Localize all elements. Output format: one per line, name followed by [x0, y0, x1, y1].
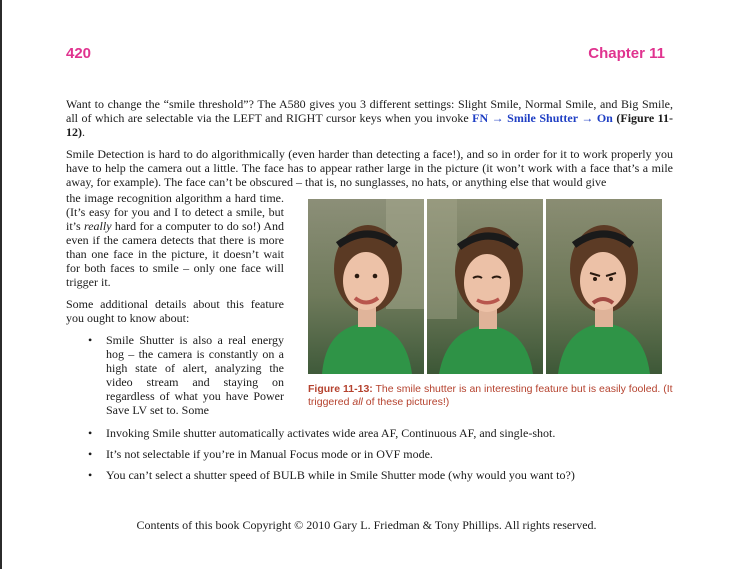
photo-smile-2 [427, 199, 543, 374]
figure-caption [308, 383, 673, 409]
paragraph-smile-detection: Smile Detection is hard to do algorithmically (even harder than detecting a face!), and so in order for it to work properly you have to help the camera out a little. The face has to appear rather large in the picture (it won’t work with a face that’s a mile away, for example). The face can’t be obscured – that is, no sunglasses, no hats, or anything else that would give [66, 147, 673, 189]
copyright-footer: Contents of this book Copyright © 2010 Gary L. Friedman & Tony Phillips. All rights reserved. [136, 518, 597, 532]
paragraph-text: the image recognition algorithm a hard time. (It’s easy for you and I to detect a smile, but it’s [66, 191, 284, 233]
caption-text: of these pictures!) [362, 396, 450, 408]
photo-smile-3 [546, 199, 662, 374]
wrapped-text-column [66, 191, 284, 417]
paragraph-text: hard for a computer to do so!) And even if the camera detects that there is more than one face in the picture, it doesn’t wait for both faces to smile – only one face will trigger it. [66, 219, 284, 289]
bullet-item: • Invoking Smile shutter automatically activates wide area AF, Continuous AF, and single-shot. [66, 426, 673, 440]
paragraph-smile-threshold [66, 97, 673, 139]
paragraph-additional-details: Some additional details about this feature you ought to know about: [66, 297, 284, 325]
page-left-border [0, 0, 2, 569]
figure-label: Figure 11-13: [308, 383, 373, 395]
bullet-item: • It’s not selectable if you’re in Manual Focus mode or in OVF mode. [66, 447, 673, 461]
paragraph-recognition [66, 191, 284, 289]
bullet-item: • Smile Shutter is also a real energy hog – the camera is constantly on a high state of alert, analyzing the video stream and staying on regardless of what you have Power Save LV set to. Some [66, 333, 284, 417]
emphasis-text: really [83, 219, 112, 233]
bullet-item: • You can’t select a shutter speed of BULB while in Smile Shutter mode (why would you want to?) [66, 468, 673, 482]
menu-path: FN → Smile Shutter → On [472, 111, 613, 125]
chapter-title: Chapter 11 [588, 45, 665, 62]
figure-reference: (Figure 11-12) [66, 111, 673, 139]
photo-smile-1 [308, 199, 424, 374]
smile-photo-strip [308, 199, 662, 374]
caption-text: The smile shutter is an interesting feature but is easily fooled. (It triggered [308, 383, 673, 408]
paragraph-text: Want to change the “smile threshold”? The A580 gives you 3 different settings: Slight Smile, Normal Smile, and Big Smile, all of which are selectable via the LEFT and RIGHT cursor keys when you invoke [66, 97, 673, 125]
paragraph-end: . [82, 125, 85, 139]
bullet-list-full [66, 426, 673, 489]
page-number: 420 [66, 45, 92, 62]
bullet-list-wrapped [66, 333, 284, 417]
caption-emphasis: all [352, 396, 363, 408]
